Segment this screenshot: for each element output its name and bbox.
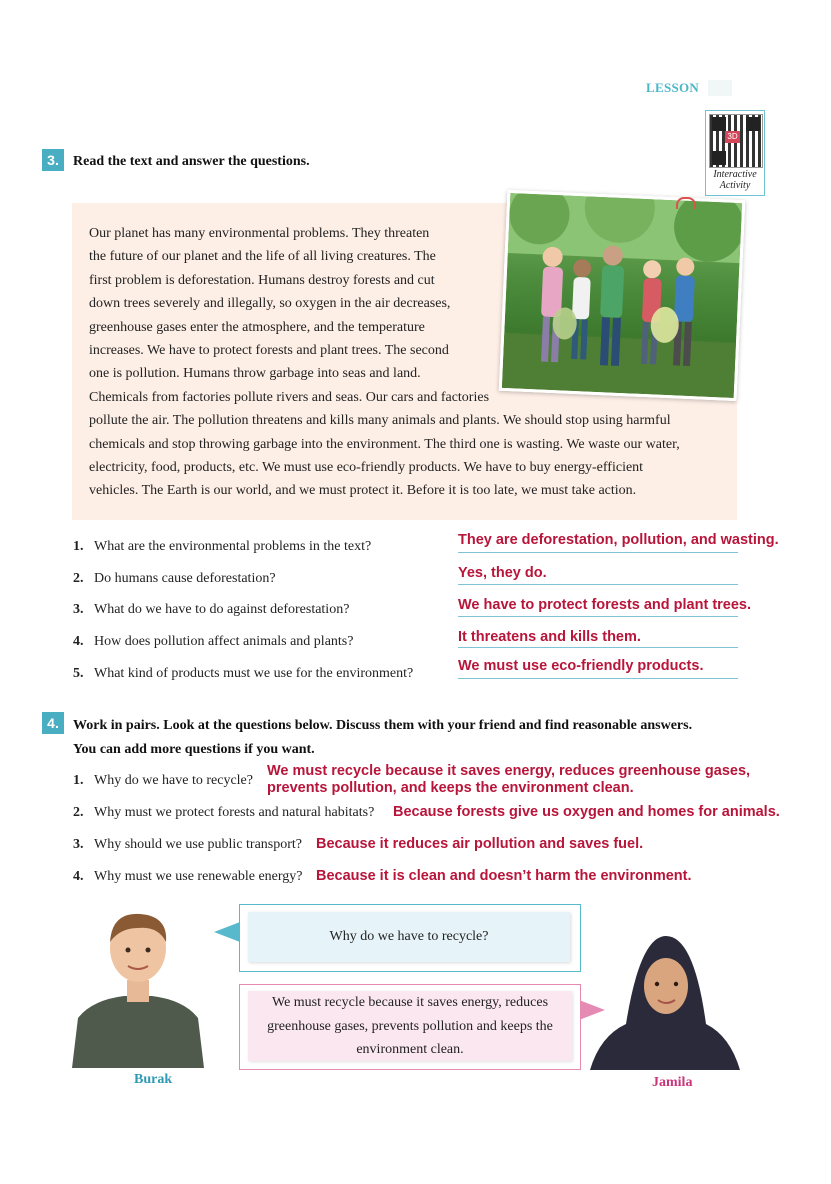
interactive-activity-qr[interactable] xyxy=(705,110,765,196)
question-number: 1. xyxy=(73,773,84,788)
bubble-answer-line: greenhouse gases, prevents pollution and keeps the xyxy=(267,1018,553,1034)
question-number: 2. xyxy=(73,571,84,586)
girl-avatar-icon xyxy=(590,932,740,1070)
photo-illustration xyxy=(502,193,742,398)
text-line: Our planet has many environmental problems. They threaten xyxy=(89,226,430,241)
bubble-tail-left xyxy=(214,922,240,942)
answer-line xyxy=(458,552,738,553)
question-item xyxy=(73,773,253,789)
qr-badge: 3D xyxy=(725,131,740,143)
question-number: 1. xyxy=(73,539,84,554)
answer-line-1: We must recycle because it saves energy, reduces greenhouse gases, xyxy=(267,763,751,779)
question-number: 2. xyxy=(73,805,84,820)
question-text: What do we have to do against deforestation? xyxy=(94,602,350,617)
question-number: 4. xyxy=(73,869,84,884)
qr-label-line1: Interactive xyxy=(713,169,757,180)
answer-line xyxy=(458,616,738,617)
answer-text[interactable]: Because it reduces air pollution and saves fuel. xyxy=(316,836,644,852)
section-3-number: 3. xyxy=(42,149,64,171)
question-text: Why must we use renewable energy? xyxy=(94,869,303,884)
question-number: 3. xyxy=(73,837,84,852)
question-number: 3. xyxy=(73,602,84,617)
question-text: What kind of products must we use for the environment? xyxy=(94,666,414,681)
question-text: Do humans cause deforestation? xyxy=(94,571,276,586)
question-text: Why should we use public transport? xyxy=(94,837,303,852)
section-4-instruction-2: You can add more questions if you want. xyxy=(73,742,315,757)
answer-line xyxy=(458,647,738,648)
qr-label-line2: Activity xyxy=(719,180,751,191)
answer-text[interactable]: Because forests give us oxygen and homes for animals. xyxy=(393,804,780,820)
answer-text[interactable]: We must use eco-friendly products. xyxy=(458,658,704,674)
bubble-question-text: Why do we have to recycle? xyxy=(248,912,570,962)
question-item xyxy=(73,666,413,682)
lesson-number-placeholder xyxy=(708,80,732,96)
question-item xyxy=(73,805,374,821)
text-line: down trees severely and illegally, so oxygen in the air decreases, xyxy=(89,296,451,312)
question-text: Why must we protect forests and natural habitats? xyxy=(94,805,375,820)
boy-avatar-icon xyxy=(72,908,204,1068)
bubble-answer-line: We must recycle because it saves energy, reduces xyxy=(271,995,549,1010)
speaker-name-jamila: Jamila xyxy=(652,1075,693,1090)
text-line: first problem is deforestation. Humans destroy forests and cut xyxy=(89,272,435,288)
question-item xyxy=(73,837,302,853)
question-text: How does pollution affect animals and plants? xyxy=(94,634,354,649)
answer-text[interactable]: It threatens and kills them. xyxy=(458,629,641,645)
text-line: increases. We have to protect forests and plant trees. The second xyxy=(89,343,449,359)
bubble-answer-text xyxy=(248,991,572,1061)
answer-text[interactable]: We have to protect forests and plant trees. xyxy=(458,597,752,613)
text-line: greenhouse gases enter the atmosphere, and the temperature xyxy=(89,319,425,335)
kids-cleanup-photo xyxy=(499,190,746,401)
question-text: Why do we have to recycle? xyxy=(94,773,253,788)
paper-clip-icon xyxy=(676,197,696,209)
answer-text[interactable] xyxy=(267,763,750,797)
speech-bubble-question xyxy=(239,904,581,972)
speech-bubble-answer xyxy=(239,984,581,1070)
burak-portrait xyxy=(72,908,204,1068)
qr-label xyxy=(706,169,764,191)
question-item xyxy=(73,571,276,587)
answer-text[interactable]: Because it is clean and doesn’t harm the environment. xyxy=(316,868,692,884)
question-item xyxy=(73,634,353,650)
jamila-portrait xyxy=(590,932,740,1070)
question-number: 4. xyxy=(73,634,84,649)
lesson-label: LESSON xyxy=(646,80,700,95)
text-line: pollute the air. The pollution threatens and kills many animals and plants. We should stop using harmful xyxy=(89,413,671,429)
answer-text[interactable]: Yes, they do. xyxy=(458,565,547,581)
question-number: 5. xyxy=(73,666,84,681)
answer-text[interactable]: They are deforestation, pollution, and wasting. xyxy=(458,532,779,548)
text-line: chemicals and stop throwing garbage into the environment. The third one is wasting. We waste our water, xyxy=(89,436,680,452)
text-line: the future of our planet and the life of all living creatures. The xyxy=(89,249,436,265)
answer-line-2: prevents pollution, and keeps the environment clean. xyxy=(267,780,634,796)
section-4-instruction: Work in pairs. Look at the questions below. Discuss them with your friend and find reasonable answers. xyxy=(73,718,693,733)
question-item xyxy=(73,539,371,555)
section-3-instruction: Read the text and answer the questions. xyxy=(73,154,310,169)
section-4-number: 4. xyxy=(42,712,64,734)
question-item xyxy=(73,869,303,885)
answer-line xyxy=(458,584,738,585)
bubble-answer-line: environment clean. xyxy=(356,1042,464,1057)
text-line: vehicles. The Earth is our world, and we must protect it. Before it is too late, we must take action. xyxy=(89,483,637,499)
text-line: electricity, food, products, etc. We must use eco-friendly products. We have to buy energy-efficient xyxy=(89,460,644,476)
text-line: Chemicals from factories pollute rivers and seas. Our cars and factories xyxy=(89,389,490,405)
question-text: What are the environmental problems in the text? xyxy=(94,539,372,554)
text-line: one is pollution. Humans throw garbage into seas and land. xyxy=(89,366,421,382)
answer-line xyxy=(458,678,738,679)
question-item xyxy=(73,602,349,618)
speaker-name-burak: Burak xyxy=(134,1072,173,1087)
